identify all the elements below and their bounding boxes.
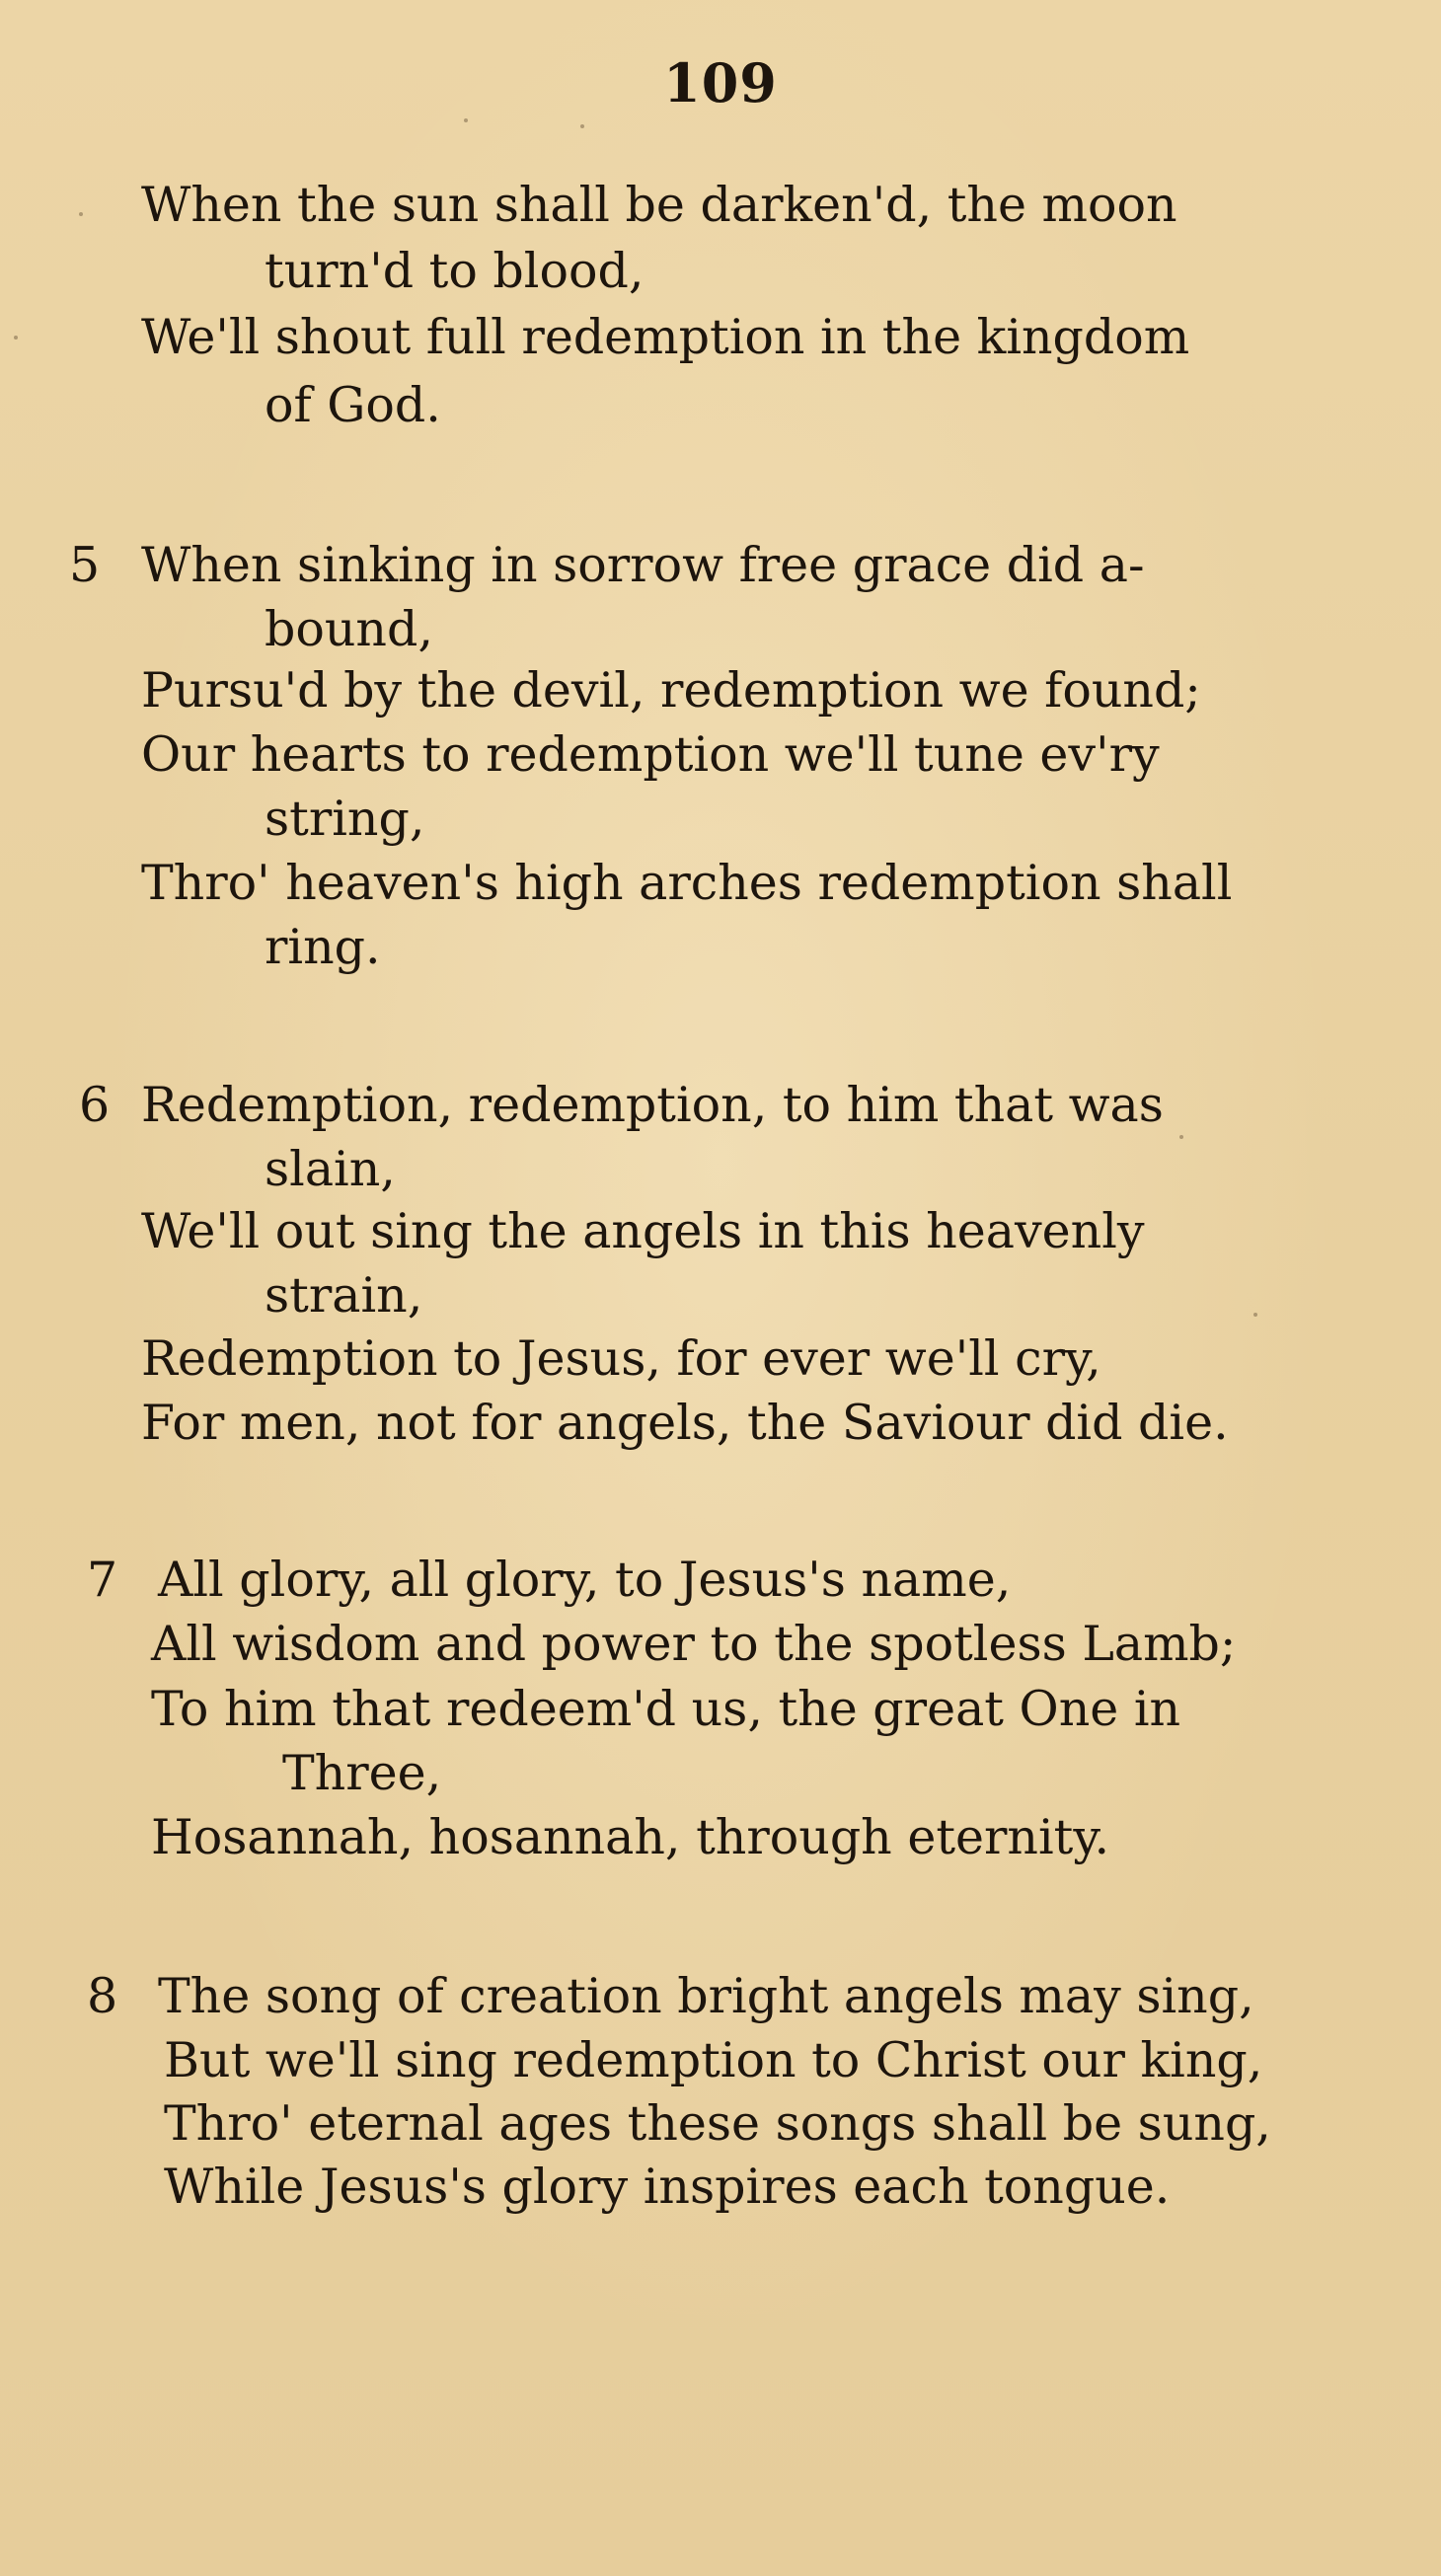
paper-speck xyxy=(1179,1135,1183,1139)
paper-speck xyxy=(580,124,584,128)
verse-line: When sinking in sorrow free grace did a- xyxy=(141,537,1145,593)
stanza-number: 6 xyxy=(79,1077,111,1133)
verse-line: All wisdom and power to the spotless Lamb; xyxy=(151,1616,1237,1672)
verse-line: string, xyxy=(265,791,425,847)
paper-speck xyxy=(14,336,18,340)
paper-speck xyxy=(1253,1313,1257,1317)
verse-line: When the sun shall be darken'd, the moon xyxy=(141,177,1177,233)
verse-line: of God. xyxy=(265,377,441,433)
verse-line: strain, xyxy=(265,1267,423,1324)
paper-speck xyxy=(79,212,83,216)
page-number: 109 xyxy=(663,51,778,114)
stanza-number: 7 xyxy=(87,1552,118,1608)
verse-line: Three, xyxy=(282,1745,442,1801)
verse-line: But we'll sing redemption to Christ our king, xyxy=(164,2032,1263,2088)
verse-line: We'll out sing the angels in this heavenly xyxy=(141,1203,1145,1259)
paper-speck xyxy=(464,118,468,122)
verse-line: bound, xyxy=(265,601,433,657)
verse-line: Redemption, redemption, to him that was xyxy=(141,1077,1164,1133)
verse-line: For men, not for angels, the Saviour did die. xyxy=(141,1395,1229,1451)
verse-line: We'll shout full redemption in the kingdom xyxy=(141,309,1190,365)
verse-line: While Jesus's glory inspires each tongue. xyxy=(164,2159,1171,2215)
verse-line: Pursu'd by the devil, redemption we found; xyxy=(141,662,1201,719)
verse-line: slain, xyxy=(265,1141,396,1197)
verse-line: The song of creation bright angels may sing, xyxy=(158,1968,1254,2024)
verse-line: Thro' eternal ages these songs shall be sung, xyxy=(164,2095,1271,2152)
verse-line: turn'd to blood, xyxy=(265,243,645,299)
verse-line: Thro' heaven's high arches redemption shall xyxy=(141,855,1233,911)
verse-line: All glory, all glory, to Jesus's name, xyxy=(158,1552,1012,1608)
verse-line: To him that redeem'd us, the great One in xyxy=(151,1681,1181,1737)
verse-line: Hosannah, hosannah, through eternity. xyxy=(151,1809,1110,1865)
verse-line: ring. xyxy=(265,919,381,975)
verse-line: Redemption to Jesus, for ever we'll cry, xyxy=(141,1330,1101,1387)
stanza-number: 8 xyxy=(87,1968,118,2024)
verse-line: Our hearts to redemption we'll tune ev'ry xyxy=(141,726,1160,783)
stanza-number: 5 xyxy=(69,537,101,593)
